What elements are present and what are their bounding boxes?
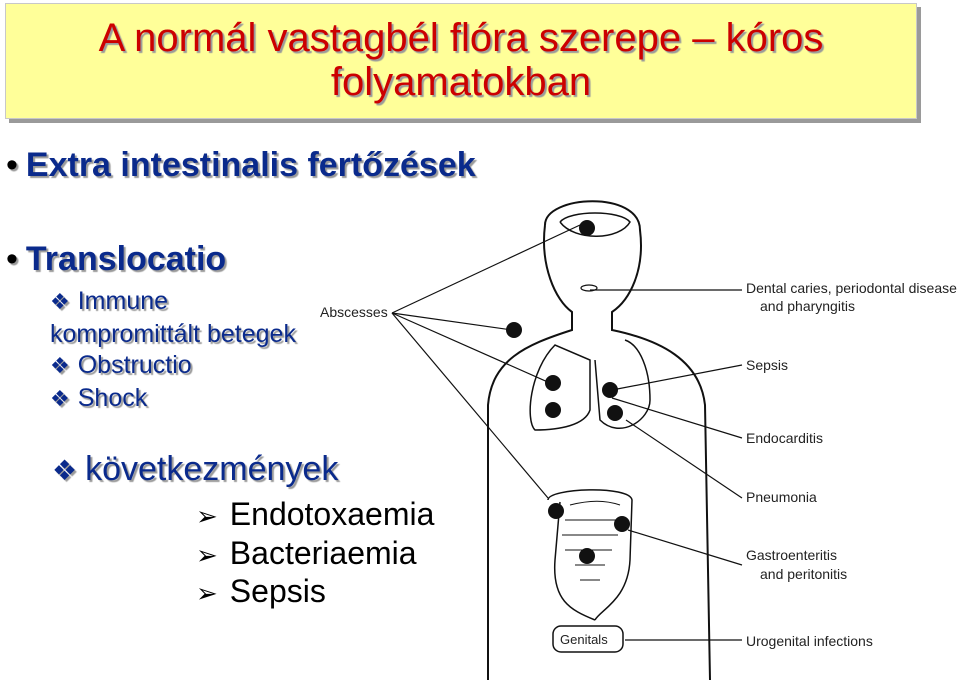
arrow-bullet-icon: ➢	[196, 540, 218, 570]
bullet-extra-intestinal-label: Extra intestinalis fertőzések	[25, 146, 476, 184]
infection-dot-brain	[579, 220, 595, 236]
bullet-dot-icon: •	[6, 146, 18, 184]
arrow-bullet-icon: ➢	[196, 578, 218, 608]
sub-immune-cont: kompromittált betegek	[50, 320, 296, 348]
label-urogenital: Urogenital infections	[746, 633, 873, 649]
diamond-bullet-icon: ❖	[50, 353, 70, 378]
label-abscesses: Abscesses	[320, 304, 388, 320]
sub-obstructio-label: Obstructio	[77, 351, 192, 379]
label-sepsis: Sepsis	[746, 357, 789, 373]
label-pneumonia: Pneumonia	[746, 489, 817, 505]
infection-dot-lung3	[607, 405, 623, 421]
infection-dot-lung1	[545, 375, 561, 391]
label-genitals: Genitals	[560, 632, 608, 647]
label-dental-1: Dental caries, periodontal disease	[746, 280, 957, 296]
label-gastro-1: Gastroenteritis	[746, 547, 838, 563]
infection-dot-lung2	[545, 402, 561, 418]
label-endocarditis: Endocarditis	[746, 430, 824, 446]
label-gastro-2: and peritonitis	[760, 566, 848, 582]
title-line-1: A normál vastagbél flóra szerepe – kóros	[98, 16, 824, 60]
infection-dot-gut1	[548, 503, 564, 519]
infection-dot-heart	[602, 382, 618, 398]
left-lung-outline	[530, 345, 590, 430]
head-outline	[488, 201, 710, 680]
consequence-label: Bacteriaemia	[229, 535, 417, 571]
consequence-label: Endotoxaemia	[229, 496, 435, 532]
title-line-2: folyamatokban	[330, 60, 592, 104]
kovetkezmenyek-label: következmények	[85, 450, 339, 488]
infection-dot-neck	[506, 322, 522, 338]
infection-dot-gut2	[614, 516, 630, 532]
bullet-dot-icon: •	[6, 240, 18, 278]
infection-dot-gut3	[579, 548, 595, 564]
diamond-bullet-icon: ❖	[50, 386, 70, 411]
label-dental-2: and pharyngitis	[760, 298, 855, 314]
diamond-bullet-icon: ❖	[50, 289, 70, 314]
consequence-label: Sepsis	[229, 573, 326, 609]
sub-shock-label: Shock	[77, 384, 148, 412]
sub-immune-label: Immune	[77, 287, 169, 315]
diamond-bullet-icon: ❖	[52, 455, 78, 486]
bullet-translocatio-label: Translocatio	[25, 240, 227, 278]
arrow-bullet-icon: ➢	[196, 501, 218, 531]
